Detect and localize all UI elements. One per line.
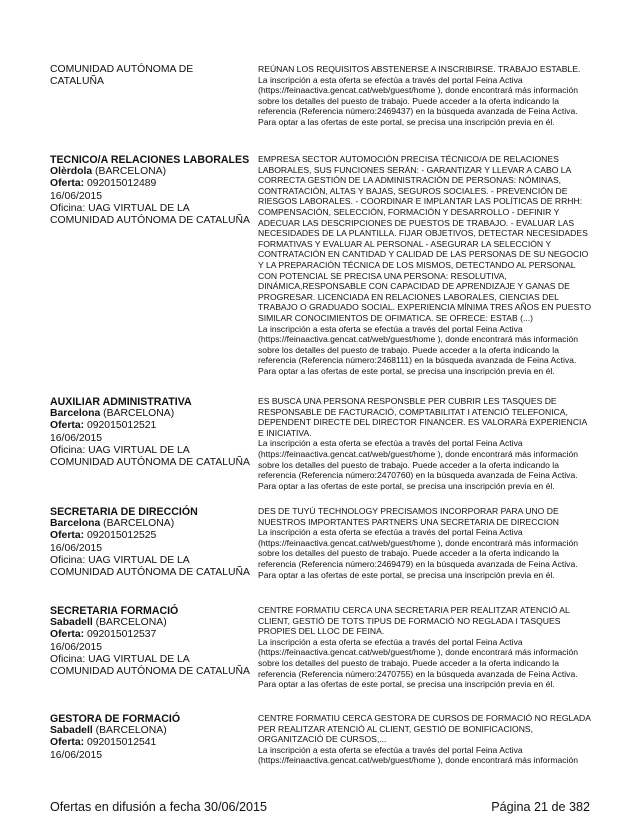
offer-city: Barcelona	[50, 408, 101, 420]
info-text-end: ) en la búsqueda avanzada de Feina Activa.	[410, 106, 578, 117]
offer-code-line	[50, 420, 250, 432]
offer-date: 16/06/2015	[50, 432, 103, 444]
offer-description: CENTRE FORMATIU CERCA GESTORA DE CURSOS DE FORMACIÓ NO REGLADA PER REALITZAR ATENCIÓ AL CLIENT, GESTIÓ DE BONIFICACIONS, ORGANITZACIÓ DE CURSOS,...	[258, 713, 591, 745]
offer-location	[50, 617, 250, 629]
offer-code: 092015012489	[86, 178, 157, 190]
offer-application-info	[258, 75, 592, 117]
offer-application-info: La inscripción a esta oferta se efectúa a través del portal Feina Activa (https://feinaactiva.gencat.cat/web/guest/home ), donde encontrará más información	[258, 744, 579, 766]
offer-meta	[50, 506, 250, 579]
offer-meta	[50, 605, 250, 678]
offer-date: 16/06/2015	[50, 190, 103, 202]
office-line: CATALUÑA	[50, 76, 104, 88]
info-text: La inscripción a esta oferta se efectúa a través del portal Feina Activa (https://feinaactiva.gencat.cat/web/guest/home ), donde encontrará más información sobre los detalles del puesto de trabajo. Puede acceder a la oferta indicando la referencia (Referencia número:	[258, 323, 579, 366]
info-registration: Para optar a las ofertas de este portal, se precisa una inscripción previa en él.	[258, 365, 555, 376]
offer-reference: 2469437	[376, 106, 411, 117]
offer-date: 16/06/2015	[50, 542, 103, 554]
offer-province: (BARCELONA)	[103, 518, 175, 530]
offer-code: 092015012537	[86, 629, 157, 641]
info-text-end: ) en la búsqueda avanzada de Feina Activa.	[410, 558, 578, 569]
offer-application-info	[258, 438, 592, 480]
offer-province: (BARCELONA)	[95, 166, 167, 178]
info-text-end: ) en la búsqueda avanzada de Feina Activa.	[409, 355, 577, 366]
info-registration: Para optar a las ofertas de este portal, se precisa una inscripción previa en él.	[258, 569, 555, 580]
offer-application-info	[258, 324, 592, 366]
offer-description-block	[258, 605, 592, 690]
offer-title: SECRETARIA FORMACIÓ	[50, 605, 179, 617]
offer-code-line	[50, 737, 250, 749]
footer-date-text: Ofertas en difusión a fecha 30/06/2015	[50, 800, 268, 814]
offer-office: Oficina: UAG VIRTUAL DE LA COMUNIDAD AUTÓNOMA DE CATALUÑA	[50, 202, 250, 227]
offer-province: (BARCELONA)	[95, 617, 167, 629]
offer-description: EMPRESA SECTOR AUTOMOCIÓN PRECISA TÉCNICO/A DE RELACIONES LABORALES, SUS FUNCIONES SERÁN: - GARANTIZAR Y LLEVAR A CABO LA CORRECTA GESTIÓN DE LA ADMINISTRACIÓN DE PERSONAS: NÓMINAS, CONTRATACIÓN, ALTAS Y BAJAS, SEGUROS SOCIALES. - PREVENCIÓN DE RIESGOS LABORALES. - COORDINAR E IMPLANTAR LAS POLÍTICAS DE RRHH: COMPENSACIÓN, SELECCIÓN, FORMACIÓN Y DESARROLLO - DEFINIR Y ADECUAR LAS DESCRIPCIONES DE PUESTOS DE TRABAJO. - EVALUAR LAS NECESIDADES DE LA PLANTILLA. FIJAR OBJETIVOS, DETECTAR NECESIDADES FORMATIVAS Y EVALUAR AL PERSONAL - ASEGURAR LA SELECCIÓN Y CONTRATACIÓN EN CANTIDAD Y CALIDAD DE LAS PERSONAS DE SU NEGOCIO Y LA PREPARACIÓN TÉCNICA DE LOS MISMOS, DETECTANDO AL PERSONAL CON POTENCIAL SE PRECISA UNA PERSONA: RESOLUTIVA, DINÁMICA,RESPONSABLE CON CAPACIDAD DE APRENDIZAJE Y GANAS DE PROGRESAR. LICENCIADA EN RELACIONES LABORALES, CIENCIAS DEL TRABAJO O GRADUADO SOCIAL. EXPERIENCIA MÍNIMA TRES AÑOS EN PUESTO SIMILAR CONOCIMIENTOS DE OFIMATICA. SE OFRECE: ESTAB (...)	[258, 154, 592, 323]
offer-application-info	[258, 637, 592, 679]
offer-date: 16/06/2015	[50, 641, 103, 653]
info-registration: Para optar a las ofertas de este portal, se precisa una inscripción previa en él.	[258, 116, 555, 127]
info-text: La inscripción a esta oferta se efectúa a través del portal Feina Activa (https://feinaactiva.gencat.cat/web/guest/home ), donde encontrará más información sobre los detalles del puesto de trabajo. Puede acceder a la oferta indicando la referencia (Referencia número:	[258, 74, 579, 117]
info-text: La inscripción a esta oferta se efectúa a través del portal Feina Activa (https://feinaactiva.gencat.cat/web/guest/home ), donde encontrará más información sobre los detalles del puesto de trabajo. Puede acceder a la oferta indicando la referencia (Referencia número:	[258, 527, 579, 569]
office-line: COMUNIDAD AUTÓNOMA DE	[50, 64, 194, 75]
offer-label: Oferta:	[50, 530, 85, 542]
info-text-end: ) en la búsqueda avanzada de Feina Activa.	[410, 668, 578, 679]
offer-location	[50, 725, 250, 737]
offer-title: SECRETARIA DE DIRECCIÓN	[50, 506, 198, 518]
offer-reference: 2470755	[376, 668, 411, 679]
offer-label: Oferta:	[50, 629, 85, 641]
offer-office	[50, 64, 250, 88]
info-text-end: ) en la búsqueda avanzada de Feina Activa.	[410, 470, 578, 481]
offer-description-block	[258, 154, 592, 376]
offer-code-line	[50, 629, 250, 641]
offer-code: 092015012521	[86, 420, 157, 432]
offer-date: 16/06/2015	[50, 749, 103, 761]
offer-city: Olèrdola	[50, 166, 93, 178]
offer-location	[50, 518, 250, 530]
offer-description-block	[258, 396, 592, 491]
offer-description: DES DE TUYÚ TECHNOLOGY PRECISAMOS INCORPORAR PARA UNO DE NUESTROS IMPORTANTES PARTNERS UNA SECRETARIA DE DIRECCION	[258, 506, 559, 527]
offer-code: 092015012525	[86, 530, 157, 542]
offer-description: CENTRE FORMATIU CERCA UNA SECRETARIA PER REALITZAR ATENCIÓ AL CLIENT, GESTIÓ DE TOTS TIPUS DE FORMACIÓ NO REGLADA I TASQUES PROPIES DEL LLOC DE FEINA.	[258, 605, 570, 637]
offer-city: Sabadell	[50, 725, 93, 737]
offer-code-line	[50, 178, 250, 190]
info-text: La inscripción a esta oferta se efectúa a través del portal Feina Activa (https://feinaactiva.gencat.cat/web/guest/home ), donde encontrará más información sobre los detalles del puesto de trabajo. Puede acceder a la oferta indicando la referencia (Referencia número:	[258, 636, 579, 679]
info-registration: Para optar a las ofertas de este portal, se precisa una inscripción previa en él.	[258, 679, 555, 690]
offer-application-info	[258, 527, 592, 569]
offer-label: Oferta:	[50, 737, 85, 749]
offer-label: Oferta:	[50, 420, 85, 432]
offer-office: Oficina: UAG VIRTUAL DE LA COMUNIDAD AUTÓNOMA DE CATALUÑA	[50, 554, 250, 579]
offer-province: (BARCELONA)	[95, 725, 167, 737]
offer-office: Oficina: UAG VIRTUAL DE LA COMUNIDAD AUTÓNOMA DE CATALUÑA	[50, 653, 250, 678]
offer-city: Sabadell	[50, 617, 93, 629]
offer-meta	[50, 396, 250, 469]
offer-title: TECNICO/A RELACIONES LABORALES	[50, 154, 250, 166]
offer-code-line	[50, 530, 250, 542]
offer-meta	[50, 713, 250, 762]
offer-code: 092015012541	[86, 737, 157, 749]
offer-office: Oficina: UAG VIRTUAL DE LA COMUNIDAD AUTÓNOMA DE CATALUÑA	[50, 444, 250, 469]
info-text: La inscripción a esta oferta se efectúa a través del portal Feina Activa (https://feinaactiva.gencat.cat/web/guest/home ), donde encontrará más información sobre los detalles del puesto de trabajo. Puede acceder a la oferta indicando la referencia (Referencia número:	[258, 438, 579, 481]
offer-meta	[50, 154, 250, 227]
offer-location	[50, 166, 250, 178]
offer-description: REÚNAN LOS REQUISITOS ABSTENERSE A INSCRIBIRSE. TRABAJO ESTABLE.	[258, 64, 581, 74]
offer-label: Oferta:	[50, 178, 85, 190]
info-registration: Para optar a las ofertas de este portal, se precisa una inscripción previa en él.	[258, 480, 555, 491]
offer-description-block	[258, 506, 592, 580]
offer-description: ES BUSCA UNA PERSONA RESPONSBLE PER CUBRIR LES TASQUES DE RESPONSABLE DE FACTURACIÓ, COMPTABILITAT I ATENCIÓ TELEFONICA, DEPENDENT DIRECTE DEL DIRECTOR FINANCER. ES VALORARà EXPERIENCIA E INICIATIVA.	[258, 396, 587, 438]
offer-description-block	[258, 713, 592, 766]
offer-location	[50, 408, 250, 420]
offer-title: AUXILIAR ADMINISTRATIVA	[50, 396, 192, 408]
offer-description-block	[258, 64, 592, 128]
offer-reference: 2470760	[376, 470, 411, 481]
offer-city: Barcelona	[50, 518, 101, 530]
offer-province: (BARCELONA)	[103, 408, 175, 420]
page-number: Página 21 de 382	[491, 800, 590, 814]
offer-reference: 2468111	[376, 355, 410, 366]
offer-title: GESTORA DE FORMACIÓ	[50, 713, 181, 725]
offer-reference: 2469479	[376, 558, 411, 569]
